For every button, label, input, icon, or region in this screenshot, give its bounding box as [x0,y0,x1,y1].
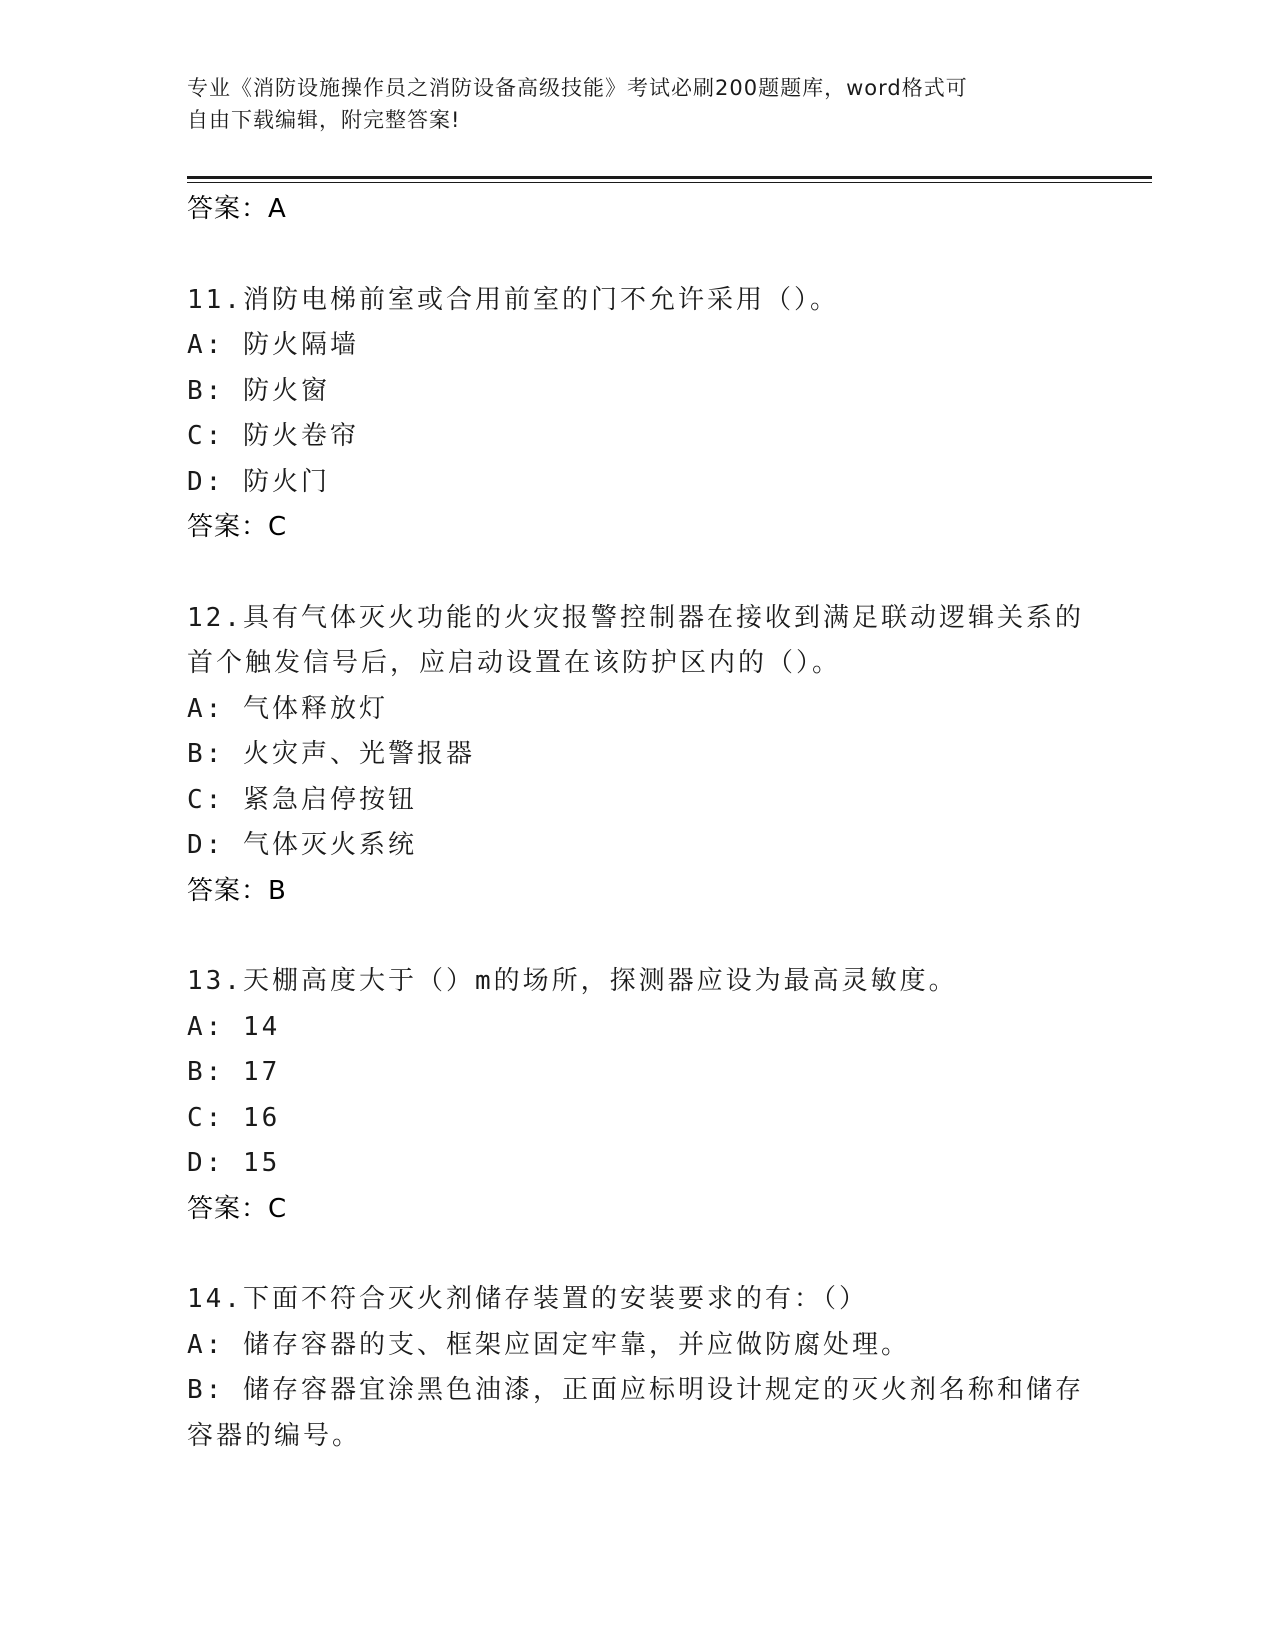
option-c: C: 防火卷帘 [187,421,359,451]
answer: 答案：C [187,512,288,542]
question-stem: 12.具有气体灭火功能的火灾报警控制器在接收到满足联动逻辑关系的 [187,602,1084,633]
option-b: B: 火灾声、光警报器 [187,739,475,769]
question-stem: 11.消防电梯前室或合用前室的门不允许采用（）。 [187,284,839,315]
option-d: D: 防火门 [187,466,330,497]
spacer [187,914,1087,959]
header-line-1: 专业《消防设施操作员之消防设备高级技能》考试必刷200题题库，word格式可 [187,76,968,100]
option-c: C: 16 [187,1102,281,1133]
question-12 [187,596,1087,915]
document-header [187,72,1087,136]
spacer [187,1232,1087,1277]
answer: 答案：B [187,875,287,906]
previous-answer: 答案：A [187,194,287,224]
question-stem: 14.下面不符合灭火剂储存装置的安装要求的有：（） [187,1284,868,1314]
answer: 答案：C [187,1193,288,1224]
question-stem: 13.天棚高度大于（）m的场所，探测器应设为最高灵敏度。 [187,966,958,996]
option-b-continued: 容器的编号。 [187,1420,362,1451]
spacer [187,233,1087,278]
spacer [187,551,1087,596]
option-b: B: 17 [187,1057,281,1087]
option-a: A: 14 [187,1011,281,1042]
header-divider-thin [187,182,1152,183]
option-b: B: 防火窗 [187,375,330,406]
question-stem-continued: 首个触发信号后，应启动设置在该防护区内的（）。 [187,648,842,678]
question-list [187,187,1087,1459]
option-d: D: 15 [187,1148,281,1178]
question-14 [187,1277,1087,1459]
header-line-2: 自由下载编辑，附完整答案! [187,108,461,132]
option-b: B: 储存容器宜涂黑色油漆，正面应标明设计规定的灭火剂名称和储存 [187,1375,1084,1405]
header-divider-thick [187,176,1152,179]
option-d: D: 气体灭火系统 [187,830,417,860]
option-c: C: 紧急启停按钮 [187,784,417,815]
option-a: A: 防火隔墙 [187,330,359,360]
option-a: A: 气体释放灯 [187,693,388,724]
question-11 [187,278,1087,551]
option-a: A: 储存容器的支、框架应固定牢靠，并应做防腐处理。 [187,1329,910,1360]
question-13 [187,959,1087,1232]
